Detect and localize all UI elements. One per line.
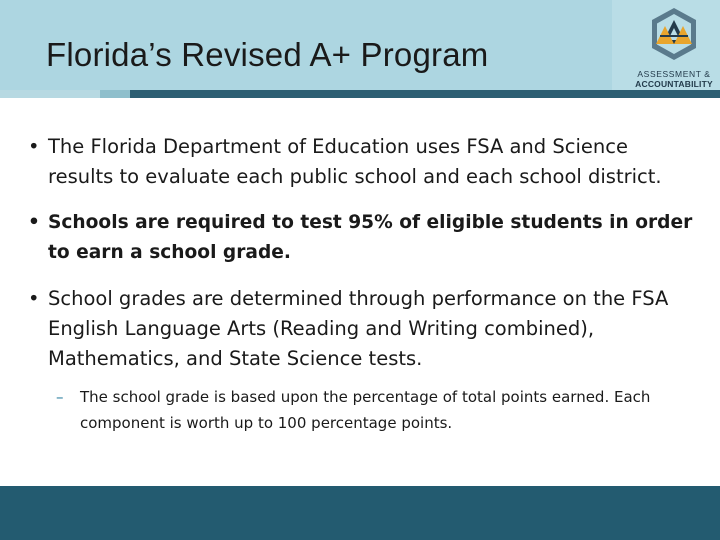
logo-text-accountability: ACCOUNTABILITY — [635, 79, 713, 89]
bullet-dot-icon: • — [28, 135, 40, 158]
slide-title: Florida’s Revised A+ Program — [46, 36, 489, 73]
bullet-dot-icon: • — [28, 287, 40, 310]
bullet-item — [28, 284, 698, 374]
sub-bullet-dash-icon: – — [56, 388, 64, 406]
header-bar — [0, 0, 720, 90]
divider-stripe-right — [130, 90, 720, 98]
logo — [628, 6, 720, 90]
sub-bullet-text: The school grade is based upon the percentage of total points earned. Each component is worth up to 100 percentage points. — [80, 388, 651, 432]
bullet-dot-icon: • — [28, 212, 40, 233]
divider-stripe-left — [0, 90, 100, 98]
logo-hexagon-icon — [648, 6, 700, 62]
bullet-item — [28, 208, 698, 268]
logo-text-assessment: ASSESSMENT & — [637, 69, 711, 79]
divider-stripe-mid — [100, 90, 130, 98]
slide-body — [28, 132, 698, 436]
bullet-text: School grades are determined through performance on the FSA English Language Arts (Reading and Writing combined), Mathematics, and State Science tests. — [48, 287, 669, 370]
sub-bullet-item — [28, 384, 698, 436]
footer-bar — [0, 486, 720, 540]
bullet-text: The Florida Department of Education uses FSA and Science results to evaluate each public school and each school district. — [48, 135, 662, 188]
bullet-text: Schools are required to test 95% of eligible students in order to earn a school grade. — [48, 212, 693, 263]
bullet-item — [28, 132, 698, 192]
